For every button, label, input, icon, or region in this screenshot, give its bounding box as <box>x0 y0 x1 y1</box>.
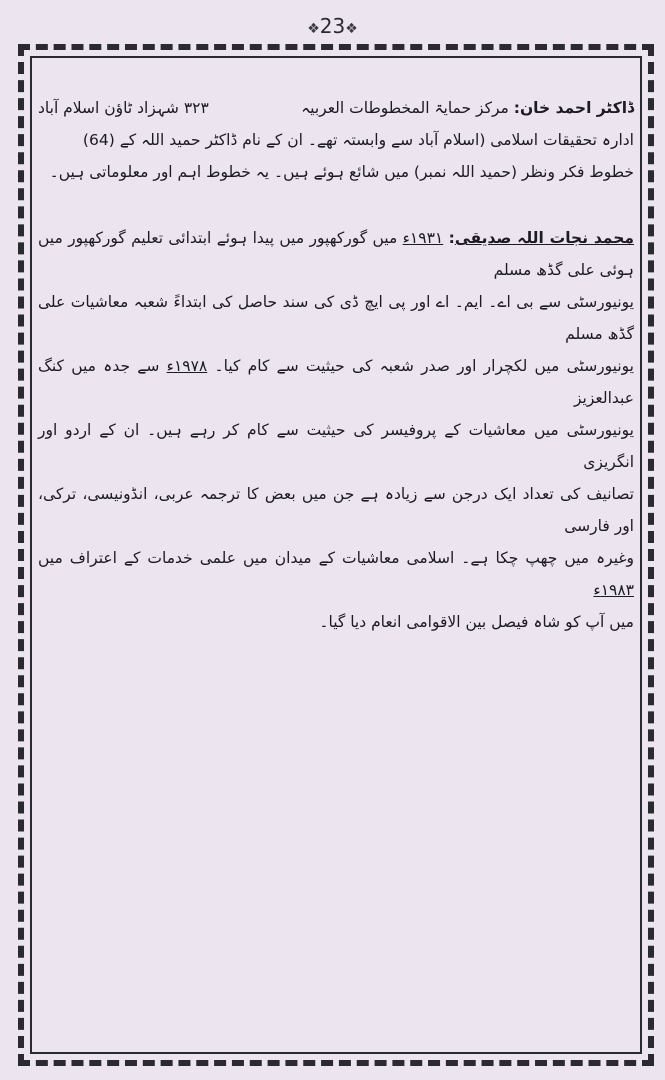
entry-address: ۳۲۳ شہزاد ٹاؤن اسلام آباد <box>38 99 209 117</box>
year-born: ۱۹۳۱ء <box>402 229 444 247</box>
entry-colon: : <box>448 229 455 247</box>
year-1978: ۱۹۷۸ء <box>166 357 208 375</box>
entry-colon: : <box>513 99 520 117</box>
entry-title <box>301 92 634 124</box>
page-content <box>38 92 634 638</box>
entry-name: محمد نجات اللہ صدیقی <box>454 229 634 247</box>
entry-first-line <box>38 222 634 286</box>
spacer <box>38 188 634 222</box>
entry-title-line: مرکز حمایۃ المخطوطات العربیہ <box>301 99 509 117</box>
entry-line: خطوط فکر ونظر (حمید اللہ نمبر) میں شائع ہوئے ہیں۔ یہ خطوط اہم اور معلوماتی ہیں۔ <box>49 163 634 181</box>
ornament-right: ❖ <box>345 21 358 37</box>
entry-line: یونیورسٹی میں لکچرار اور صدر شعبہ کی حیثیت سے کام کیا۔ <box>214 357 634 375</box>
entry-line: تصانیف کی تعداد ایک درجن سے زیادہ ہے جن میں بعض کا ترجمہ عربی، انڈونیسی، ترکی، اور فارسی <box>38 485 634 535</box>
entry-line-with-year <box>38 542 634 606</box>
entry-line: میں گورکھپور میں پیدا ہوئے ابتدائی تعلیم گورکھپور میں ہوئی علی گڈھ مسلم <box>38 229 634 279</box>
entry-header <box>38 92 634 124</box>
entry-line: میں آپ کو شاہ فیصل بین الاقوامی انعام دیا گیا۔ <box>319 613 634 631</box>
entry-nejatullah-siddiqui <box>38 222 634 638</box>
page-number-text: 23 <box>319 14 346 38</box>
entry-ahmad-khan <box>38 92 634 188</box>
entry-line: یونیورسٹی میں معاشیات کے پروفیسر کی حیثیت سے کام کر رہے ہیں۔ ان کے اردو اور انگریزی <box>38 421 634 471</box>
entry-line: وغیرہ میں چھپ چکا ہے۔ اسلامی معاشیات کے میدان میں علمی خدمات کے اعتراف میں <box>38 549 634 567</box>
page-number <box>0 14 665 38</box>
entry-name: ڈاکٹر احمد خان <box>519 99 634 117</box>
entry-line-with-year <box>38 350 634 414</box>
entry-line: ادارہ تحقیقات اسلامی (اسلام آباد سے وابستہ تھے۔ ان کے نام ڈاکٹر حمید اللہ کے (64) <box>82 131 634 149</box>
entry-line: سے جدہ میں کنگ عبدالعزیز <box>38 357 634 407</box>
year-1983: ۱۹۸۳ء <box>593 581 634 599</box>
ornament-left: ❖ <box>307 21 320 37</box>
entry-line: یونیورسٹی سے بی اے۔ ایم۔ اے اور پی ایچ ڈی کی سند حاصل کی ابتداءً شعبہ معاشیات علی گڈھ مسلم <box>38 293 634 343</box>
